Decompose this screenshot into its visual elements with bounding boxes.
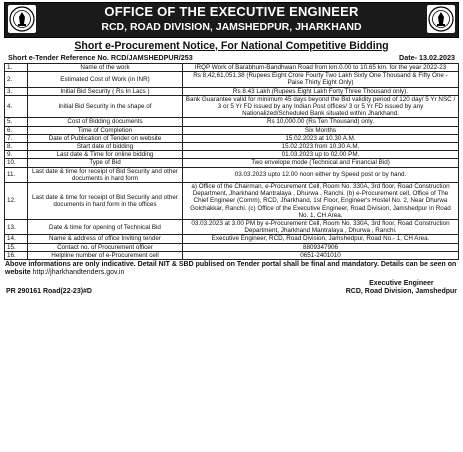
row-value: Rs 8,42,61,051.38 (Rupees Eight Crore Fourty Two Lakh Sixty One Thousand & Fifty One - Paise Thirty Eight Only) bbox=[183, 72, 459, 87]
row-number: 8. bbox=[5, 143, 28, 151]
row-label: Contact no. of Procurement officer bbox=[28, 243, 183, 251]
pr-number: PR 290161 Road(22-23)#D bbox=[6, 288, 92, 296]
row-label: Initial Bid Security in the shape of bbox=[28, 95, 183, 118]
row-value: Bank Guarantee valid for minimum 45 days beyond the Bid validity period of 120 day/ 5 Yr NSC / 3 or 5 Yr FD issued by any Indian Post offices/ 3 or 5 Yr FD issued by any Nationalized/Scheduled Bank situated within Jharkhand. bbox=[183, 95, 459, 118]
table-row bbox=[5, 151, 459, 159]
row-number: 15. bbox=[5, 243, 28, 251]
table-row bbox=[5, 126, 459, 134]
notice-date: Date- 13.02.2023 bbox=[399, 53, 455, 62]
row-label: Start date of bidding bbox=[28, 143, 183, 151]
table-row bbox=[5, 183, 459, 220]
signature-title: Executive Engineer bbox=[369, 279, 434, 287]
footer-note-text: Above informations are only indicative. Detail NIT & SBD publised on Tender portal shall be final and mandatory. Details can be seen on website bbox=[5, 261, 457, 277]
footer-note bbox=[4, 261, 459, 278]
table-row bbox=[5, 64, 459, 72]
row-label: Initial Bid Security ( Rs In Lacs ) bbox=[28, 87, 183, 95]
office-subtitle: RCD, ROAD DIVISION, JAMSHEDPUR, JHARKHAND bbox=[101, 21, 362, 33]
row-value: 0651-2401010 bbox=[183, 251, 459, 259]
jharkhand-emblem-icon bbox=[8, 5, 36, 33]
row-label: Time of Completion bbox=[28, 126, 183, 134]
row-value: 01.03.2023 up to 02.00 PM. bbox=[183, 151, 459, 159]
row-value: 15.02.2023 at 10.30 A.M. bbox=[183, 134, 459, 142]
signature-block bbox=[346, 280, 457, 297]
table-row bbox=[5, 118, 459, 126]
table-row bbox=[5, 159, 459, 167]
tender-details-table bbox=[4, 63, 459, 260]
row-number: 5. bbox=[5, 118, 28, 126]
row-value: 15.02.2023 from 10.30 A.M. bbox=[183, 143, 459, 151]
row-value: a) Office of the Chairman, e-Procurement Cell, Room No. 330A, 3rd floor, Road Construction Department, Jharkhand Mantralaya , Dhurwa , Ranchi. (b) e-Procurement cell, Office of The Chief Engineer (Comm), RCD, Jharkhand, 1st Floor, Engineer's Hostel No. 2, Near Dhurwa Golchakkar, Ranchi. (c) Office of the Executive Engineer, Road Division, Jamshedpur in Road No. 1, CH Area. bbox=[183, 183, 459, 220]
row-number: 3. bbox=[5, 87, 28, 95]
row-value: Six Months bbox=[183, 126, 459, 134]
table-row bbox=[5, 95, 459, 118]
row-number: 7. bbox=[5, 134, 28, 142]
office-title: OFFICE OF THE EXECUTIVE ENGINEER bbox=[104, 4, 359, 19]
row-number: 13. bbox=[5, 220, 28, 235]
table-row bbox=[5, 72, 459, 87]
row-number: 9. bbox=[5, 151, 28, 159]
footer-bottom bbox=[4, 278, 459, 297]
row-label: Helpline number of e-Procurement cell bbox=[28, 251, 183, 259]
table-row bbox=[5, 235, 459, 243]
row-value: Rs 8.43 Lakh (Rupees Eight Lakh Forty Three Thousand only). bbox=[183, 87, 459, 95]
row-number: 16. bbox=[5, 251, 28, 259]
notice-title: Short e-Procurement Notice, For National Competitive Bidding bbox=[74, 40, 389, 52]
row-number: 14. bbox=[5, 235, 28, 243]
row-label: Last date & time for receipt of Bid Security and other documents in hard form bbox=[28, 167, 183, 182]
jharkhand-emblem-icon bbox=[427, 5, 455, 33]
table-row bbox=[5, 243, 459, 251]
row-number: 1. bbox=[5, 64, 28, 72]
row-label: Type of Bid bbox=[28, 159, 183, 167]
row-label: Last date & Time for online bidding bbox=[28, 151, 183, 159]
table-row bbox=[5, 220, 459, 235]
row-number: 12. bbox=[5, 183, 28, 220]
row-value: Executive Engineer, RCD, Road Division, Jamshedpur, Road No.- 1, CH Area. bbox=[183, 235, 459, 243]
table-row bbox=[5, 134, 459, 142]
reference-number: Short e-Tender Reference No. RCD/JAMSHEDPUR/253 bbox=[8, 53, 193, 62]
row-value: IRQP Work of Barabhum-Bandhwan Road from km.0.00 to 10.65 km. for the year 2022-23 bbox=[183, 64, 459, 72]
table-row bbox=[5, 143, 459, 151]
row-value: Rs 10,000.00 (Rs Ten Thousand) only. bbox=[183, 118, 459, 126]
row-label: Estimated Cost of Work (in INR) bbox=[28, 72, 183, 87]
row-value: 8809347906 bbox=[183, 243, 459, 251]
row-number: 2. bbox=[5, 72, 28, 87]
row-number: 10. bbox=[5, 159, 28, 167]
row-label: Date & time for opening of Technical Bid bbox=[28, 220, 183, 235]
row-value: 03.03.2023 upto 12.00 noon either by Speed post or by hand. bbox=[183, 167, 459, 182]
table-row bbox=[5, 87, 459, 95]
row-value: Two envelope mode (Technical and Financial Bid) bbox=[183, 159, 459, 167]
reference-line bbox=[4, 53, 459, 63]
table-row bbox=[5, 251, 459, 259]
tender-portal-link[interactable]: http://jharkhandtenders.gov.in bbox=[32, 269, 125, 277]
row-label: Name & address of office Inviting tender bbox=[28, 235, 183, 243]
row-label: Last date & time for receipt of Bid Security and other documents in hard form in the offices bbox=[28, 183, 183, 220]
row-number: 6. bbox=[5, 126, 28, 134]
row-label: Name of the work bbox=[28, 64, 183, 72]
row-value: 03.03.2023 at 3.00 PM by e-Procurement Cell, Room No. 330A, 3rd floor, Road Construction Department, Jharkhand Mantralaya , Dhurwa , Ranchi. bbox=[183, 220, 459, 235]
signature-office: RCD, Road Division, Jamshedpur bbox=[345, 288, 457, 296]
row-number: 11. bbox=[5, 167, 28, 182]
row-number: 4. bbox=[5, 95, 28, 118]
office-header bbox=[4, 2, 459, 38]
row-label: Date of Publication of Tender on website bbox=[28, 134, 183, 142]
table-row bbox=[5, 167, 459, 182]
row-label: Cost of Bidding documents bbox=[28, 118, 183, 126]
